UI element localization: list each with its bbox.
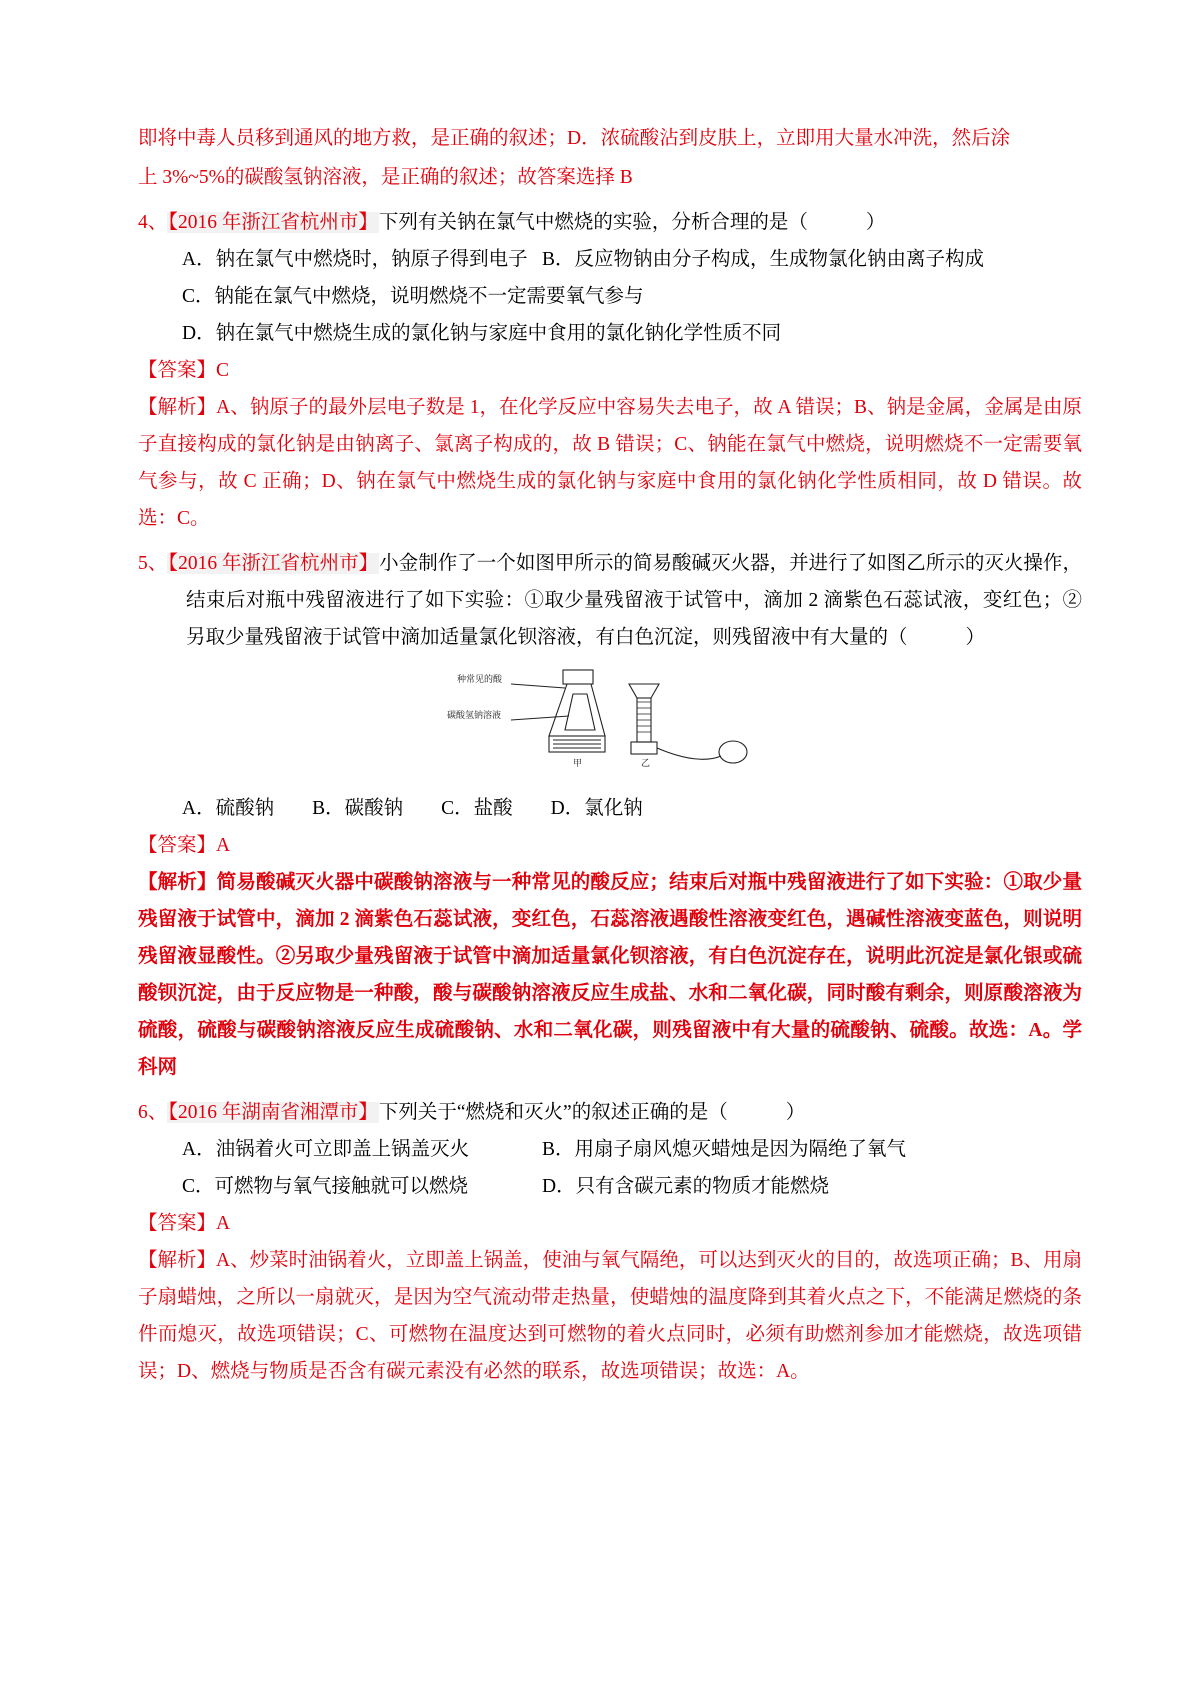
question-4-option-c: C．钠能在氯气中燃烧，说明燃烧不一定需要氧气参与 — [182, 286, 644, 307]
question-4-header — [138, 204, 1082, 241]
question-5-option-c: C．盐酸 — [441, 798, 513, 819]
question-6 — [138, 1094, 1082, 1390]
question-5-stem: 小金制作了一个如图甲所示的简易酸碱灭火器，并进行了如图乙所示的灭火操作，结束后对瓶中残留液进行了如下实验：①取少量残留液于试管中，滴加 2 滴紫色石蕊试液，变红色；②另取少量残留液于试管中滴加适量氯化钡溶液，有白色沉淀，则残留液中有大量的（ — [186, 553, 1082, 648]
question-6-option-b: B．用扇子扇风熄灭蜡烛是因为隔绝了氧气 — [542, 1139, 907, 1160]
question-5-explanation — [138, 864, 1082, 1086]
question-6-header — [138, 1094, 1082, 1131]
question-5-source-tag: 【2016 年浙江省杭州市】 — [168, 553, 379, 574]
question-6-number: 6、 — [138, 1102, 168, 1123]
question-6-option-c: C．可燃物与氧气接触就可以燃烧 — [182, 1176, 469, 1197]
question-4-answer — [138, 352, 1082, 389]
question-4-explanation-label: 【解析】 — [138, 397, 217, 418]
question-4-explanation-text: A、钠原子的最外层电子数是 1，在化学反应中容易失去电子，故 A 错误；B、钠是金属，金属是由原子直接构成的氯化钠是由钠离子、氯离子构成的，故 B 错误；C、钠能在氯气中燃烧，说明燃烧不一定需要氧气参与，故 C 正确；D、钠在氯气中燃烧生成的氯化钠与家庭中食用的氯化钠化学性质相同，故 D 错误。故选：C。 — [138, 397, 1082, 529]
top-fragment-line-2: 上 3%~5%的碳酸氢钠溶液，是正确的叙述；故答案选择 B — [138, 167, 633, 188]
question-4-stem-tail: ） — [865, 212, 886, 233]
question-6-options-row-1 — [138, 1131, 1082, 1168]
question-5-option-d: D．氯化钠 — [550, 798, 643, 819]
question-5-stem-tail: ） — [965, 627, 986, 648]
question-6-option-a: A．油锅着火可立即盖上锅盖灭火 — [182, 1139, 470, 1160]
question-6-answer-label: 【答案】 — [138, 1213, 217, 1234]
acid-base-extinguisher-diagram — [445, 664, 775, 784]
question-4-number: 4、 — [138, 212, 168, 233]
question-4-answer-value: C — [216, 360, 230, 381]
question-5-option-b: B．碳酸钠 — [312, 798, 404, 819]
figure-label-sodium-bicarbonate: 碳酸氢钠溶液 — [447, 710, 502, 720]
question-4 — [138, 204, 1082, 537]
question-6-answer — [138, 1205, 1082, 1242]
question-6-stem-tail: ） — [785, 1102, 806, 1123]
top-fragment-line-1: 即将中毒人员移到通风的地方救，是正确的叙述；D．浓硫酸沾到皮肤上，立即用大量水冲洗，然后涂 — [138, 128, 1011, 149]
question-4-option-d: D．钠在氯气中燃烧生成的氯化钠与家庭中食用的氯化钠化学性质不同 — [182, 323, 782, 344]
question-4-option-b: B．反应物钠由分子构成，生成物氯化钠由离子构成 — [542, 249, 985, 270]
question-5-answer-label: 【答案】 — [138, 835, 217, 856]
question-5-number: 5、 — [138, 553, 168, 574]
question-4-source-tag: 【2016 年浙江省杭州市】 — [168, 212, 378, 233]
question-6-explanation — [138, 1242, 1082, 1390]
question-6-explanation-label: 【解析】 — [138, 1250, 217, 1271]
question-4-options-row-1 — [138, 241, 1082, 278]
question-5-figure-wrap — [138, 664, 1082, 784]
question-4-answer-label: 【答案】 — [138, 360, 217, 381]
figure-label-acid: 种常见的酸 — [457, 674, 503, 684]
question-4-explanation — [138, 389, 1082, 537]
question-5-explanation-text: 简易酸碱灭火器中碳酸钠溶液与一种常见的酸反应；结束后对瓶中残留液进行了如下实验：①取少量残留液于试管中，滴加 2 滴紫色石蕊试液，变红色，石蕊溶液遇酸性溶液变红色，遇碱性溶液变蓝色，则说明残留液显酸性。②另取少量残留液于试管中滴加适量氯化钡溶液，有白色沉淀存在，说明此沉淀是氯化银或硫酸钡沉淀，由于反应物是一种酸，酸与碳酸钠溶液反应生成盐、水和二氧化碳，同时酸有剩余，则原酸溶液为硫酸，硫酸与碳酸钠溶液反应生成硫酸钠、水和二氧化碳，则残留液中有大量的硫酸钠、硫酸。故选：A。学科网 — [138, 872, 1082, 1078]
question-5-header — [138, 545, 1082, 656]
question-6-explanation-text: A、炒菜时油锅着火，立即盖上锅盖，使油与氧气隔绝，可以达到灭火的目的，故选项正确；B、用扇子扇蜡烛，之所以一扇就灭，是因为空气流动带走热量，使蜡烛的温度降到其着火点之下，不能满足燃烧的条件而熄灭，故选项错误；C、可燃物在温度达到可燃物的着火点同时，必须有助燃剂参加才能燃烧，故选项错误；D、燃烧与物质是否含有碳元素没有必然的联系，故选项错误；故选：A。 — [138, 1250, 1082, 1382]
figure-label-yi: 乙 — [641, 758, 651, 768]
question-5-answer — [138, 827, 1082, 864]
question-6-options-row-2 — [138, 1168, 1082, 1205]
figure-label-jia: 甲 — [573, 758, 583, 768]
question-5 — [138, 545, 1082, 1086]
question-5-explanation-label: 【解析】 — [138, 872, 217, 893]
question-4-stem: 下列有关钠在氯气中燃烧的实验，分析合理的是（ — [378, 212, 808, 233]
question-6-source-tag: 【2016 年湖南省湘潭市】 — [168, 1102, 378, 1123]
question-4-option-a: A．钠在氯气中燃烧时，钠原子得到电子 — [182, 249, 528, 270]
question-5-answer-value: A — [216, 835, 231, 856]
question-6-stem: 下列关于“燃烧和灭火”的叙述正确的是（ — [378, 1102, 728, 1123]
question-6-answer-value: A — [216, 1213, 231, 1234]
question-6-option-d: D．只有含碳元素的物质才能燃烧 — [542, 1176, 830, 1197]
question-5-options — [138, 790, 1082, 827]
question-5-option-a: A．硫酸钠 — [182, 798, 275, 819]
